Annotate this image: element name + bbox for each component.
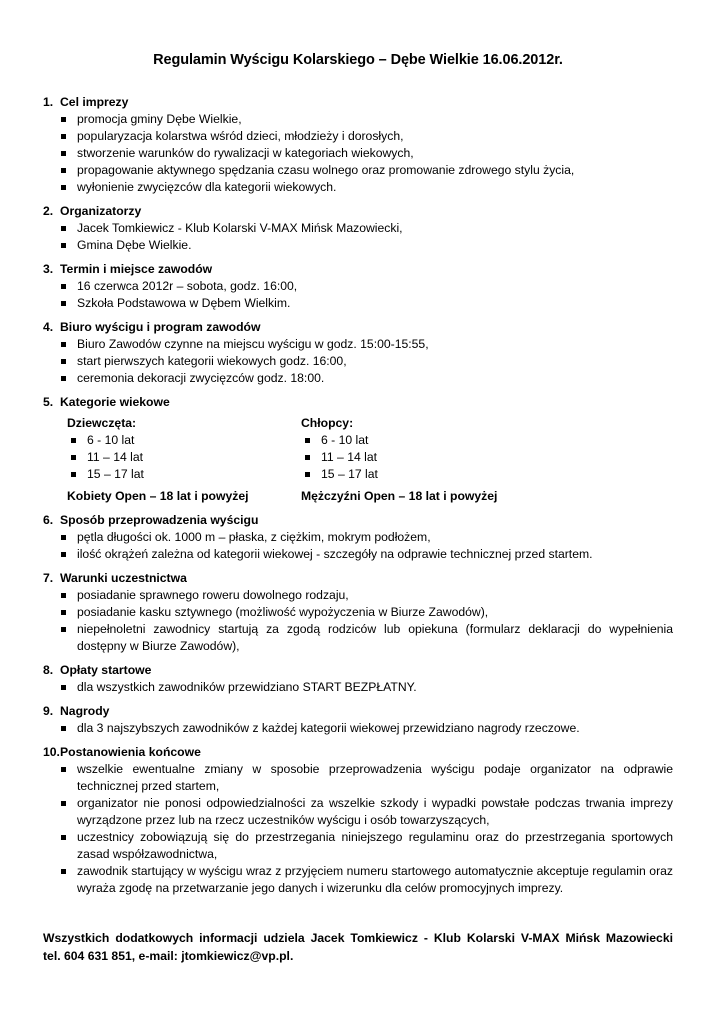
section-5 — [43, 394, 673, 505]
bullet-item: promocja gminy Dębe Wielkie, — [61, 111, 673, 128]
contact-line-2: tel. 604 631 851, e-mail: jtomkiewicz@vp.pl. — [43, 949, 294, 963]
section-heading — [43, 319, 673, 336]
bullet-list — [43, 111, 673, 196]
bullet-item: posiadanie sprawnego roweru dowolnego rodzaju, — [61, 587, 673, 604]
bullet-list — [43, 220, 673, 254]
section-heading-text: Opłaty startowe — [60, 663, 152, 677]
section-number: 1. — [43, 95, 54, 109]
section-1 — [43, 94, 673, 196]
section-heading-text: Kategorie wiekowe — [60, 395, 170, 409]
boys-column — [301, 415, 535, 483]
contact-line-1: Wszystkich dodatkowych informacji udziela Jacek Tomkiewicz - Klub Kolarski V-MAX Mińsk Mazowiecki — [43, 931, 673, 945]
contact-footer — [43, 929, 673, 965]
section-heading — [43, 394, 673, 411]
bullet-list — [43, 278, 673, 312]
bullet-item: stworzenie warunków do rywalizacji w kategoriach wiekowych, — [61, 145, 673, 162]
section-heading — [43, 703, 673, 720]
men-open-category: Mężczyźni Open – 18 lat i powyżej — [301, 489, 498, 503]
section-number: 10. — [43, 745, 60, 759]
document-title: Regulamin Wyścigu Kolarskiego – Dębe Wielkie 16.06.2012r. — [153, 52, 563, 68]
section-heading — [43, 261, 673, 278]
section-8 — [43, 662, 673, 696]
bullet-list — [43, 679, 673, 696]
section-heading — [43, 744, 673, 761]
section-number: 4. — [43, 320, 54, 334]
bullet-list — [43, 761, 673, 897]
bullet-list — [43, 529, 673, 563]
bullet-item: dla 3 najszybszych zawodników z każdej kategorii wiekowej przewidziano nagrody rzeczowe. — [61, 720, 673, 737]
section-heading-text: Warunki uczestnictwa — [60, 571, 187, 585]
section-7 — [43, 570, 673, 655]
section-number: 8. — [43, 663, 54, 677]
bullet-item: popularyzacja kolarstwa wśród dzieci, młodzieży i dorosłych, — [61, 128, 673, 145]
bullet-item: Gmina Dębe Wielkie. — [61, 237, 673, 254]
section-heading-text: Postanowienia końcowe — [60, 745, 201, 759]
bullet-list — [43, 587, 673, 655]
section-number: 6. — [43, 513, 54, 527]
sections-list — [43, 94, 673, 897]
section-9 — [43, 703, 673, 737]
bullet-item: wyłonienie zwycięzców dla kategorii wiekowych. — [61, 179, 673, 196]
bullet-item: ilość okrążeń zależna od kategorii wiekowej - szczegóły na odprawie technicznej przed startem. — [61, 546, 673, 563]
bullet-item: uczestnicy zobowiązują się do przestrzegania niniejszego regulaminu oraz do przestrzegania sportowych zasad współzawodnictwa, — [61, 829, 673, 863]
section-heading — [43, 570, 673, 587]
section-2 — [43, 203, 673, 254]
section-heading — [43, 203, 673, 220]
category-item: 15 – 17 lat — [305, 466, 535, 483]
category-list — [67, 432, 301, 483]
section-number: 9. — [43, 704, 54, 718]
section-heading — [43, 512, 673, 529]
category-item: 15 – 17 lat — [71, 466, 301, 483]
section-heading — [43, 94, 673, 111]
category-list — [301, 432, 535, 483]
category-item: 6 - 10 lat — [305, 432, 535, 449]
category-heading: Chłopcy: — [301, 416, 354, 430]
open-categories — [43, 488, 673, 505]
bullet-list — [43, 336, 673, 387]
bullet-item: start pierwszych kategorii wiekowych godz. 16:00, — [61, 353, 673, 370]
age-categories — [43, 415, 673, 483]
section-4 — [43, 319, 673, 387]
section-10 — [43, 744, 673, 897]
section-number: 7. — [43, 571, 54, 585]
bullet-item: dla wszystkich zawodników przewidziano START BEZPŁATNY. — [61, 679, 673, 696]
section-heading-text: Termin i miejsce zawodów — [60, 262, 213, 276]
bullet-item: ceremonia dekoracji zwycięzców godz. 18:00. — [61, 370, 673, 387]
category-item: 6 - 10 lat — [71, 432, 301, 449]
bullet-list — [43, 720, 673, 737]
section-3 — [43, 261, 673, 312]
bullet-item: Biuro Zawodów czynne na miejscu wyścigu w godz. 15:00-15:55, — [61, 336, 673, 353]
bullet-item: 16 czerwca 2012r – sobota, godz. 16:00, — [61, 278, 673, 295]
bullet-item: Szkoła Podstawowa w Dębem Wielkim. — [61, 295, 673, 312]
section-heading — [43, 662, 673, 679]
bullet-item: propagowanie aktywnego spędzania czasu wolnego oraz promowanie zdrowego stylu życia, — [61, 162, 673, 179]
section-6 — [43, 512, 673, 563]
category-item: 11 – 14 lat — [305, 449, 535, 466]
bullet-item: wszelkie ewentualne zmiany w sposobie przeprowadzenia wyścigu podaje organizator na odprawie technicznej przed startem, — [61, 761, 673, 795]
girls-column — [67, 415, 301, 483]
category-item: 11 – 14 lat — [71, 449, 301, 466]
bullet-item: organizator nie ponosi odpowiedzialności za wszelkie szkody i wypadki powstałe podczas trwania imprezy wyrządzone przez lub na rzecz uczestników wyścigu i osób towarzyszących, — [61, 795, 673, 829]
bullet-item: niepełnoletni zawodnicy startują za zgodą rodziców lub opiekuna (formularz deklaracji do wypełnienia dostępny w Biurze Zawodów), — [61, 621, 673, 655]
category-heading: Dziewczęta: — [67, 416, 137, 430]
bullet-item: zawodnik startujący w wyścigu wraz z przyjęciem numeru startowego automatycznie akceptuje regulamin oraz wyraża zgodę na przetwarzanie jego danych i wizerunku dla celów promocyjnych imprezy. — [61, 863, 673, 897]
bullet-item: pętla długości ok. 1000 m – płaska, z ciężkim, mokrym podłożem, — [61, 529, 673, 546]
section-heading-text: Nagrody — [60, 704, 110, 718]
bullet-item: Jacek Tomkiewicz - Klub Kolarski V-MAX Mińsk Mazowiecki, — [61, 220, 673, 237]
bullet-item: posiadanie kasku sztywnego (możliwość wypożyczenia w Biurze Zawodów), — [61, 604, 673, 621]
section-number: 3. — [43, 262, 54, 276]
women-open-category: Kobiety Open – 18 lat i powyżej — [67, 489, 249, 503]
section-heading-text: Cel imprezy — [60, 95, 129, 109]
section-heading-text: Biuro wyścigu i program zawodów — [60, 320, 261, 334]
section-number: 5. — [43, 395, 54, 409]
section-heading-text: Organizatorzy — [60, 204, 142, 218]
section-heading-text: Sposób przeprowadzenia wyścigu — [60, 513, 259, 527]
section-number: 2. — [43, 204, 54, 218]
